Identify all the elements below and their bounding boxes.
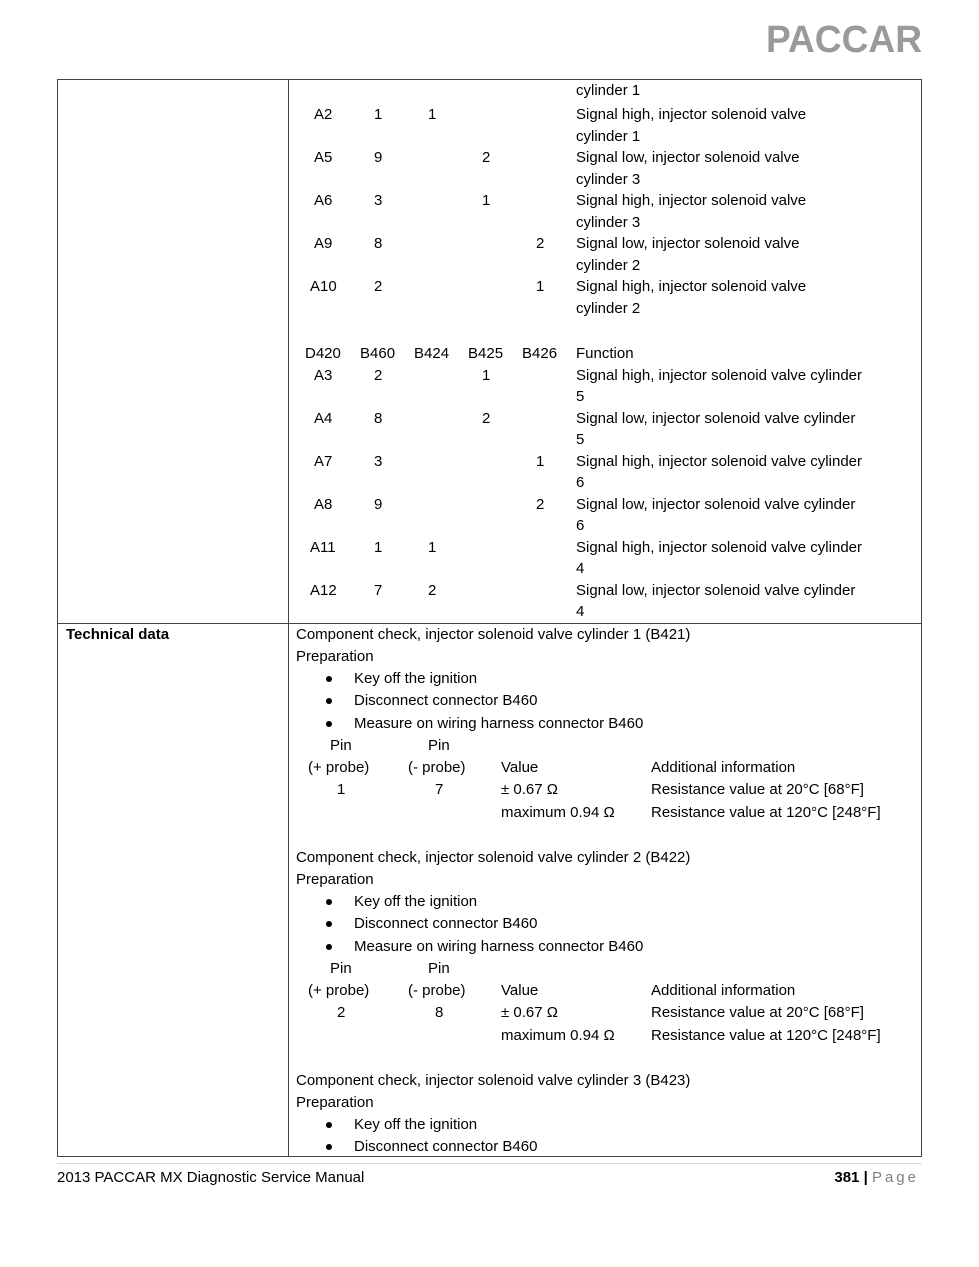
resistance-value: maximum 0.94 Ω [501,1027,615,1044]
bullet-icon [326,1144,332,1150]
pin-d420: A4 [314,410,333,427]
function-line: 5 [576,431,585,448]
check-title: Component check, injector solenoid valve cylinder 3 (B423) [296,1072,691,1089]
function-line: 6 [576,474,585,491]
pin-d420: A2 [314,106,333,123]
pin-b426: 2 [536,496,545,513]
plus-probe-header: (+ probe) [308,982,370,999]
plus-probe-pin: 1 [337,781,346,798]
page-word: Page [871,1169,919,1186]
pin-b460: 2 [374,278,383,295]
pin-b426: 1 [536,453,545,470]
function-line: cylinder 2 [576,257,641,274]
function-line: 4 [576,603,585,620]
svg-text:PACCAR: PACCAR [766,19,922,58]
bullet-text: Disconnect connector B460 [354,915,538,932]
technical-data-label: Technical data [66,626,170,643]
document-table [57,79,922,1157]
bullet-icon [326,721,332,727]
pin-header: Pin [330,737,352,754]
header-d420: D420 [305,345,341,362]
function-line: 4 [576,560,585,577]
function-line: Signal low, injector solenoid valve cylinder [576,410,856,427]
function-line: Signal high, injector solenoid valve cylinder [576,539,862,556]
preparation-label: Preparation [296,1094,374,1111]
pin-assignment-row [58,80,921,624]
pin-b422: 1 [536,278,545,295]
pin-d420: A6 [314,192,333,209]
bullet-text: Measure on wiring harness connector B460 [354,938,644,955]
bullet-icon [326,899,332,905]
resistance-value: maximum 0.94 Ω [501,804,615,821]
pin-b424: 2 [428,582,437,599]
pin-b460: 7 [374,582,383,599]
pin-d420: A11 [310,539,336,556]
pin-b460: 9 [374,149,383,166]
bullet-icon [326,1122,332,1128]
pin-b460: 3 [374,192,383,209]
header-b425: B425 [468,345,504,362]
pin-d420: A7 [314,453,333,470]
header-function: Function [576,345,634,362]
function-line: Signal high, injector solenoid valve [576,106,807,123]
pin-b460: 2 [374,367,383,384]
function-line: cylinder 3 [576,214,641,231]
pin-b422: 2 [536,235,545,252]
pin-d420: A3 [314,367,333,384]
header-b426: B426 [522,345,558,362]
value-header: Value [501,759,539,776]
pin-d420: A8 [314,496,333,513]
header-b424: B424 [414,345,450,362]
minus-probe-header: (- probe) [408,759,466,776]
function-line: cylinder 1 [576,128,641,145]
resistance-value: ± 0.67 Ω [501,781,558,798]
paccar-logo [766,18,924,58]
pin-header: Pin [330,960,352,977]
bullet-text: Key off the ignition [354,670,478,687]
function-line: 5 [576,388,585,405]
function-line: Signal low, injector solenoid valve cylinder [576,496,856,513]
function-line: Signal high, injector solenoid valve [576,278,807,295]
minus-probe-pin: 8 [435,1004,444,1021]
check-title: Component check, injector solenoid valve cylinder 1 (B421) [296,626,691,643]
pin-d420: A5 [314,149,333,166]
function-line: Signal low, injector solenoid valve [576,235,800,252]
footer-page [834,1169,919,1187]
minus-probe-header: (- probe) [408,982,466,999]
plus-probe-pin: 2 [337,1004,346,1021]
bullet-text: Measure on wiring harness connector B460 [354,715,644,732]
pin-header: Pin [428,737,450,754]
pin-b460: 1 [374,106,383,123]
bullet-icon [326,921,332,927]
pin-b423: 2 [482,149,491,166]
resistance-info: Resistance value at 120°C [248°F] [651,804,881,821]
bullet-icon [326,944,332,950]
pin-b425: 2 [482,410,491,427]
check-title: Component check, injector solenoid valve cylinder 2 (B422) [296,849,691,866]
info-header: Additional information [651,982,796,999]
pin-b460: 8 [374,235,383,252]
footer-manual-title: 2013 PACCAR MX Diagnostic Service Manual [57,1169,365,1186]
column-divider [288,80,289,1156]
resistance-info: Resistance value at 20°C [68°F] [651,1004,864,1021]
pin-b460: 8 [374,410,383,427]
bullet-icon [326,676,332,682]
pin-b421: 1 [428,106,437,123]
bullet-text: Key off the ignition [354,893,478,910]
preparation-label: Preparation [296,871,374,888]
bullet-text: Disconnect connector B460 [354,1138,538,1155]
pin-d420: A10 [310,278,337,295]
preparation-label: Preparation [296,648,374,665]
pin-b460: 9 [374,496,383,513]
value-header: Value [501,982,539,999]
resistance-value: ± 0.67 Ω [501,1004,558,1021]
function-line: cylinder 1 [576,82,641,99]
bullet-text: Disconnect connector B460 [354,692,538,709]
footer-divider [57,1163,922,1164]
pin-b423: 1 [482,192,491,209]
resistance-info: Resistance value at 20°C [68°F] [651,781,864,798]
pin-d420: A12 [310,582,337,599]
function-line: Signal low, injector solenoid valve cylinder [576,582,856,599]
technical-data-row [58,624,921,1156]
resistance-info: Resistance value at 120°C [248°F] [651,1027,881,1044]
bullet-text: Key off the ignition [354,1116,478,1133]
function-line: cylinder 3 [576,171,641,188]
pin-b460: 3 [374,453,383,470]
function-line: cylinder 2 [576,300,641,317]
function-line: Signal high, injector solenoid valve cylinder [576,453,862,470]
function-line: 6 [576,517,585,534]
bullet-icon [326,698,332,704]
function-line: Signal low, injector solenoid valve [576,149,800,166]
pin-b460: 1 [374,539,383,556]
page-number: 381 [834,1169,860,1186]
pin-d420: A9 [314,235,333,252]
function-line: Signal high, injector solenoid valve cylinder [576,367,862,384]
info-header: Additional information [651,759,796,776]
pin-b425: 1 [482,367,491,384]
pin-b424: 1 [428,539,437,556]
header-b460: B460 [360,345,396,362]
plus-probe-header: (+ probe) [308,759,370,776]
function-line: Signal high, injector solenoid valve [576,192,807,209]
page-separator: | [863,1169,868,1186]
minus-probe-pin: 7 [435,781,444,798]
pin-header: Pin [428,960,450,977]
